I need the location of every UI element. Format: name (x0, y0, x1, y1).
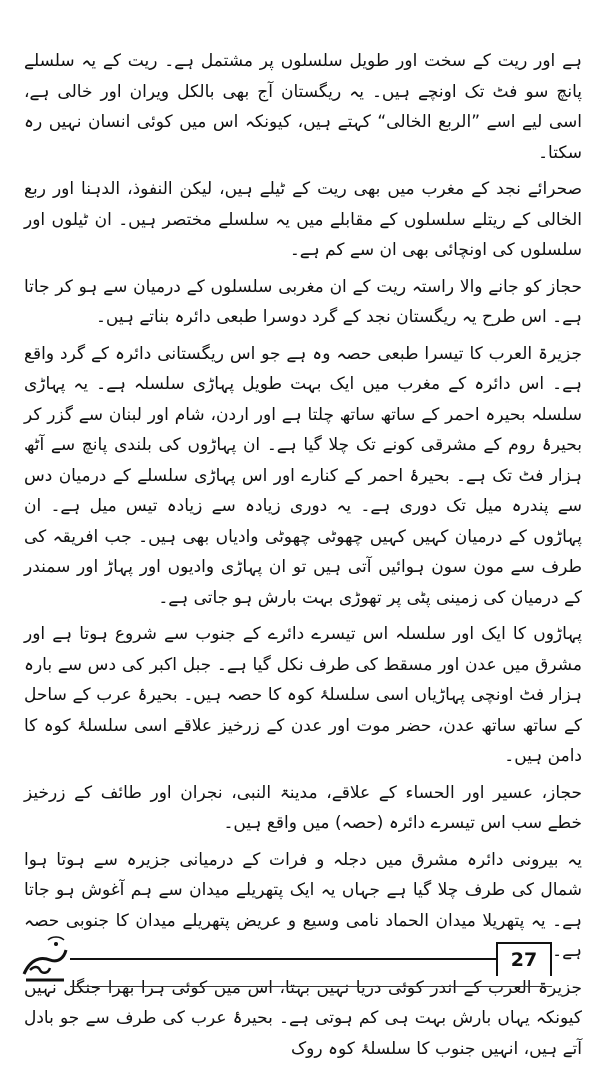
footer-rule (70, 958, 552, 960)
paragraph: صحرائے نجد کے مغرب میں بھی ریت کے ٹیلے ہیں، لیکن النفوذ، الدہنا اور ربع الخالی کے ریتلے سلسلوں کے مقابلے میں یہ سلسلے مختصر ہیں۔ ان ٹیلوں اور سلسلوں کی اونچائی بھی ان سے کم ہے۔ (24, 179, 582, 260)
paragraph: ہے اور ریت کے سخت اور طویل سلسلوں پر مشتمل ہے۔ ریت کے یہ سلسلے پانچ سو فٹ تک اونچے ہیں۔ یہ ریگستان آج بھی بالکل ویران اور خالی ہے، اسی لیے اسے ”الربع الخالی“ کہتے ہیں، کیونکہ اس میں کوئی انسان نہیں رہ سکتا۔ (24, 51, 582, 163)
page-text (24, 46, 582, 1070)
paragraph: حجاز، عسیر اور الحساء کے علاقے، مدینۃ النبی، نجران اور طائف کے زرخیز خطے سب اس تیسرے دائرہ (حصہ) میں واقع ہیں۔ (24, 782, 582, 833)
paragraph: یہ بیرونی دائرہ مشرق میں دجلہ و فرات کے درمیانی جزیرہ سے ہوتا ہوا شمال کی طرف چلا گیا ہے جہاں یہ ایک پتھریلے میدان سے ہم آغوش ہو جاتا ہے۔ یہ پتھریلا میدان الحماد نامی وسیع و عریض پتھریلے میدان کا جنوبی حصہ ہے۔ (24, 849, 582, 961)
paragraph: جزیرۃ العرب کا تیسرا طبعی حصہ وہ ہے جو اس ریگستانی دائرہ کے گرد واقع ہے۔ اس دائرہ کے مغرب میں ایک بہت طویل پہاڑی سلسلہ ہے۔ یہ پہاڑی سلسلہ بحیرہ احمر کے ساتھ ساتھ چلتا ہے اور اردن، شام اور لبنان سے گزر کر بحیرۂ روم کے مشرقی کونے تک چلا گیا ہے۔ ان پہاڑوں کی بلندی پانچ سے آٹھ ہزار فٹ تک ہے۔ بحیرۂ احمر کے کنارے اور اس پہاڑی سلسلے کے درمیان دس سے پندرہ میل تک دوری ہے۔ یہ دوری زیادہ سے زیادہ تیس میل ہے۔ ان پہاڑوں کے درمیان کہیں کہیں چھوٹی چھوٹی وادیاں بھی ہیں۔ جب افریقہ کی طرف سے مون سون ہوائیں آتی ہیں تو ان پہاڑی وادیوں اور پہاڑ اور سمندر کے درمیان کی زمینی پٹی پر تھوڑی بہت بارش ہو جاتی ہے۔ (24, 343, 582, 608)
paragraph: حجاز کو جانے والا راستہ ریت کے ان مغربی سلسلوں کے درمیان سے ہو کر جاتا ہے۔ اس طرح یہ ریگستان نجد کے گرد دوسرا طبعی دائرہ بناتے ہیں۔ (24, 276, 582, 327)
page-number: 27 (496, 942, 552, 976)
bottom-rule (70, 986, 552, 987)
paragraph: جزیرۃ العرب کے اندر کوئی دریا نہیں بہتا، اس میں کوئی ہرا بھرا جنگل نہیں کیونکہ یہاں بارش بہت ہی کم ہوتی ہے۔ بحیرۂ عرب کی طرف سے جو بادل آتے ہیں، انہیں جنوب کا سلسلۂ کوہ روک (24, 977, 582, 1059)
publisher-logo (20, 930, 70, 986)
paragraph: پہاڑوں کا ایک اور سلسلہ اس تیسرے دائرے کے جنوب سے شروع ہوتا ہے اور مشرق میں عدن اور مسقط کی طرف نکل گیا ہے۔ جبل اکبر کی دس سے بارہ ہزار فٹ اونچی پہاڑیاں اسی سلسلۂ کوہ کا حصہ ہیں۔ بحیرۂ عرب کے ساحل کے ساتھ ساتھ عدن، حضر موت اور عدن کے زرخیز علاقے اسی سلسلۂ کوہ کا دامن ہیں۔ (24, 624, 582, 766)
